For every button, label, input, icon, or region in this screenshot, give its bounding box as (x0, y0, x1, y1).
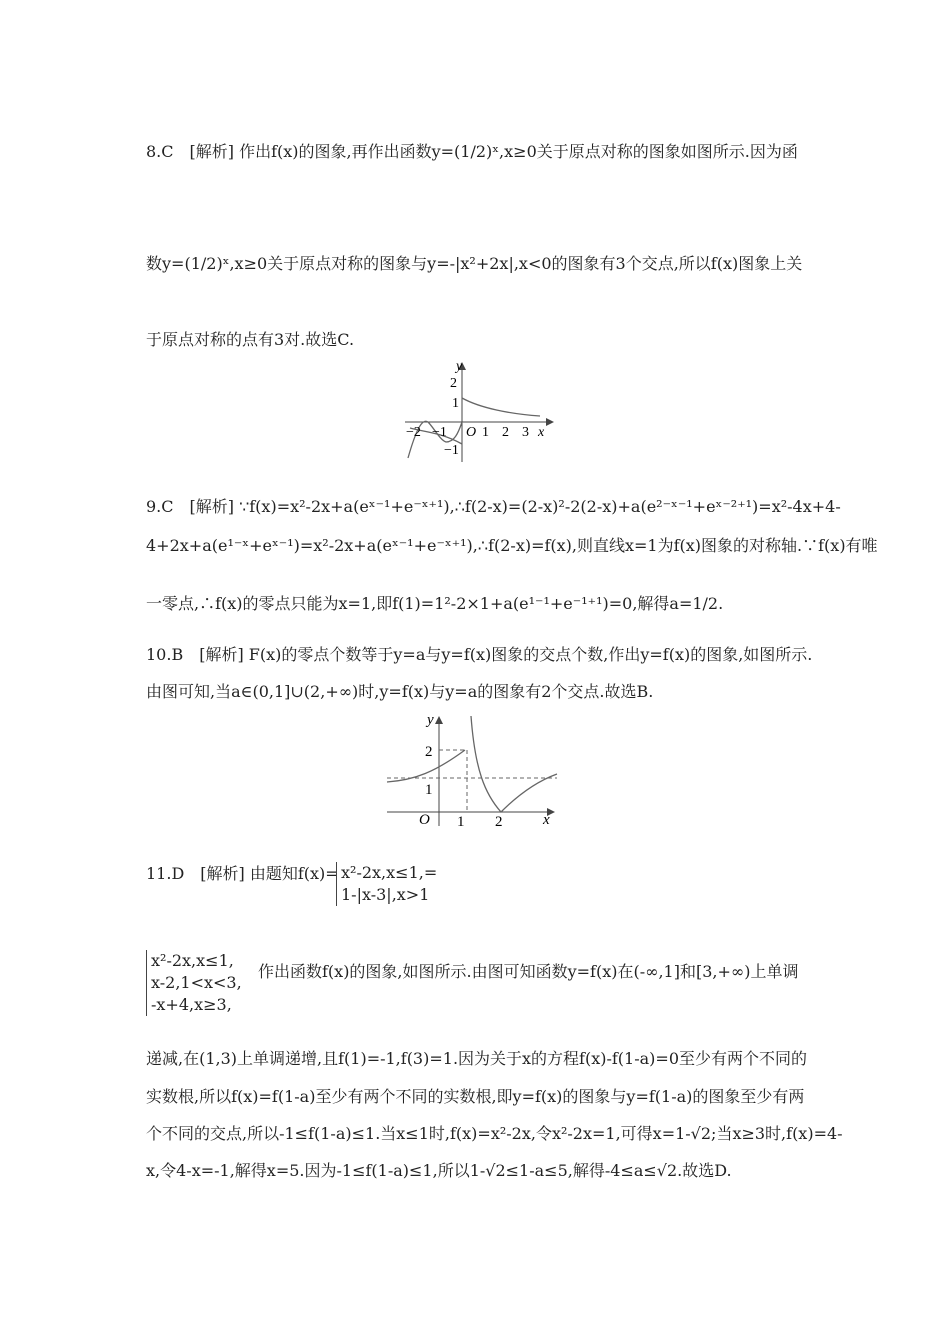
piecewise-b (146, 950, 242, 1016)
piecewise-a-case-2: 1-|x-3|,x>1 (341, 885, 430, 904)
p11-line-2: 作出函数f(x)的图象,如图所示.由图可知函数y=f(x)在(-∞,1]和[3,+∞)上单调 (258, 962, 799, 981)
piecewise-b-case-3: -x+4,x≥3, (151, 995, 232, 1014)
p8-line-2: 数y=(1/2)ˣ,x≥0关于原点对称的图象与y=-|x²+2x|,x<0的图象有3个交点,所以f(x)图象上关 (146, 254, 803, 273)
figure-2 (385, 710, 565, 830)
x-tick-2: 2 (495, 814, 503, 830)
y-tick-neg1: −1 (444, 443, 459, 458)
x-axis-label: x (538, 425, 545, 440)
p11-line-4: 实数根,所以f(x)=f(1-a)至少有两个不同的实数根,即y=f(x)的图象与y=f(1-a)的图象至少有两 (146, 1087, 805, 1106)
p8-line-1: 8.C [解析] 作出f(x)的图象,再作出函数y=(1/2)ˣ,x≥0关于原点对称的图象如图所示.因为函 (146, 142, 798, 161)
p9-line-2: 4+2x+a(e¹⁻ˣ+eˣ⁻¹)=x²-2x+a(eˣ⁻¹+e⁻ˣ⁺¹),∴f(2-x)=f(x),则直线x=1为f(x)图象的对称轴.∵f(x)有唯 (146, 536, 878, 555)
figure-1 (400, 358, 560, 468)
y-axis-label: y (427, 712, 434, 728)
p11-line-3: 递减,在(1,3)上单调递增,且f(1)=-1,f(3)=1.因为关于x的方程f(x)-f(1-a)=0至少有两个不同的 (146, 1049, 808, 1068)
y-tick-2: 2 (425, 744, 433, 760)
piecewise-b-case-2: x-2,1<x<3, (151, 973, 242, 992)
p11-line-1: 11.D [解析] 由题知f(x)= (146, 864, 339, 883)
piecewise-a-case-1: x²-2x,x≤1,= (341, 863, 438, 882)
y-tick-1: 1 (425, 782, 433, 798)
y-tick-1: 1 (452, 396, 459, 411)
p11-line-6: x,令4-x=-1,解得x=5.因为-1≤f(1-a)≤1,所以1-√2≤1-a≤5,解得-4≤a≤√2.故选D. (146, 1161, 732, 1180)
x-tick-neg1: −1 (432, 425, 447, 440)
y-tick-2: 2 (450, 376, 457, 391)
x-tick-3: 3 (522, 425, 529, 440)
origin-label: O (419, 812, 430, 828)
x-axis-label: x (543, 812, 550, 828)
piecewise-a (336, 862, 437, 906)
p9-line-3: 一零点,∴f(x)的零点只能为x=1,即f(1)=1²-2×1+a(e¹⁻¹+e⁻¹⁺¹)=0,解得a=1/2. (146, 594, 724, 613)
x-tick-2: 2 (502, 425, 509, 440)
x-tick-1: 1 (457, 814, 465, 830)
origin-label: O (466, 425, 477, 440)
x-tick-1: 1 (482, 425, 489, 440)
piecewise-b-case-1: x²-2x,x≤1, (151, 951, 234, 970)
p9-line-1: 9.C [解析] ∵f(x)=x²-2x+a(eˣ⁻¹+e⁻ˣ⁺¹),∴f(2-x)=(2-x)²-2(2-x)+a(e²⁻ˣ⁻¹+eˣ⁻²⁺¹)=x²-4x+4- (146, 497, 841, 516)
p10-line-1: 10.B [解析] F(x)的零点个数等于y=a与y=f(x)图象的交点个数,作出y=f(x)的图象,如图所示. (146, 645, 813, 664)
p8-line-3: 于原点对称的点有3对.故选C. (146, 330, 355, 349)
x-tick-neg2: −2 (406, 425, 421, 440)
p10-line-2: 由图可知,当a∈(0,1]∪(2,+∞)时,y=f(x)与y=a的图象有2个交点.故选B. (146, 682, 654, 701)
p11-line-5: 个不同的交点,所以-1≤f(1-a)≤1.当x≤1时,f(x)=x²-2x,令x²-2x=1,可得x=1-√2;当x≥3时,f(x)=4- (146, 1124, 843, 1143)
y-axis-label: y (456, 359, 463, 374)
